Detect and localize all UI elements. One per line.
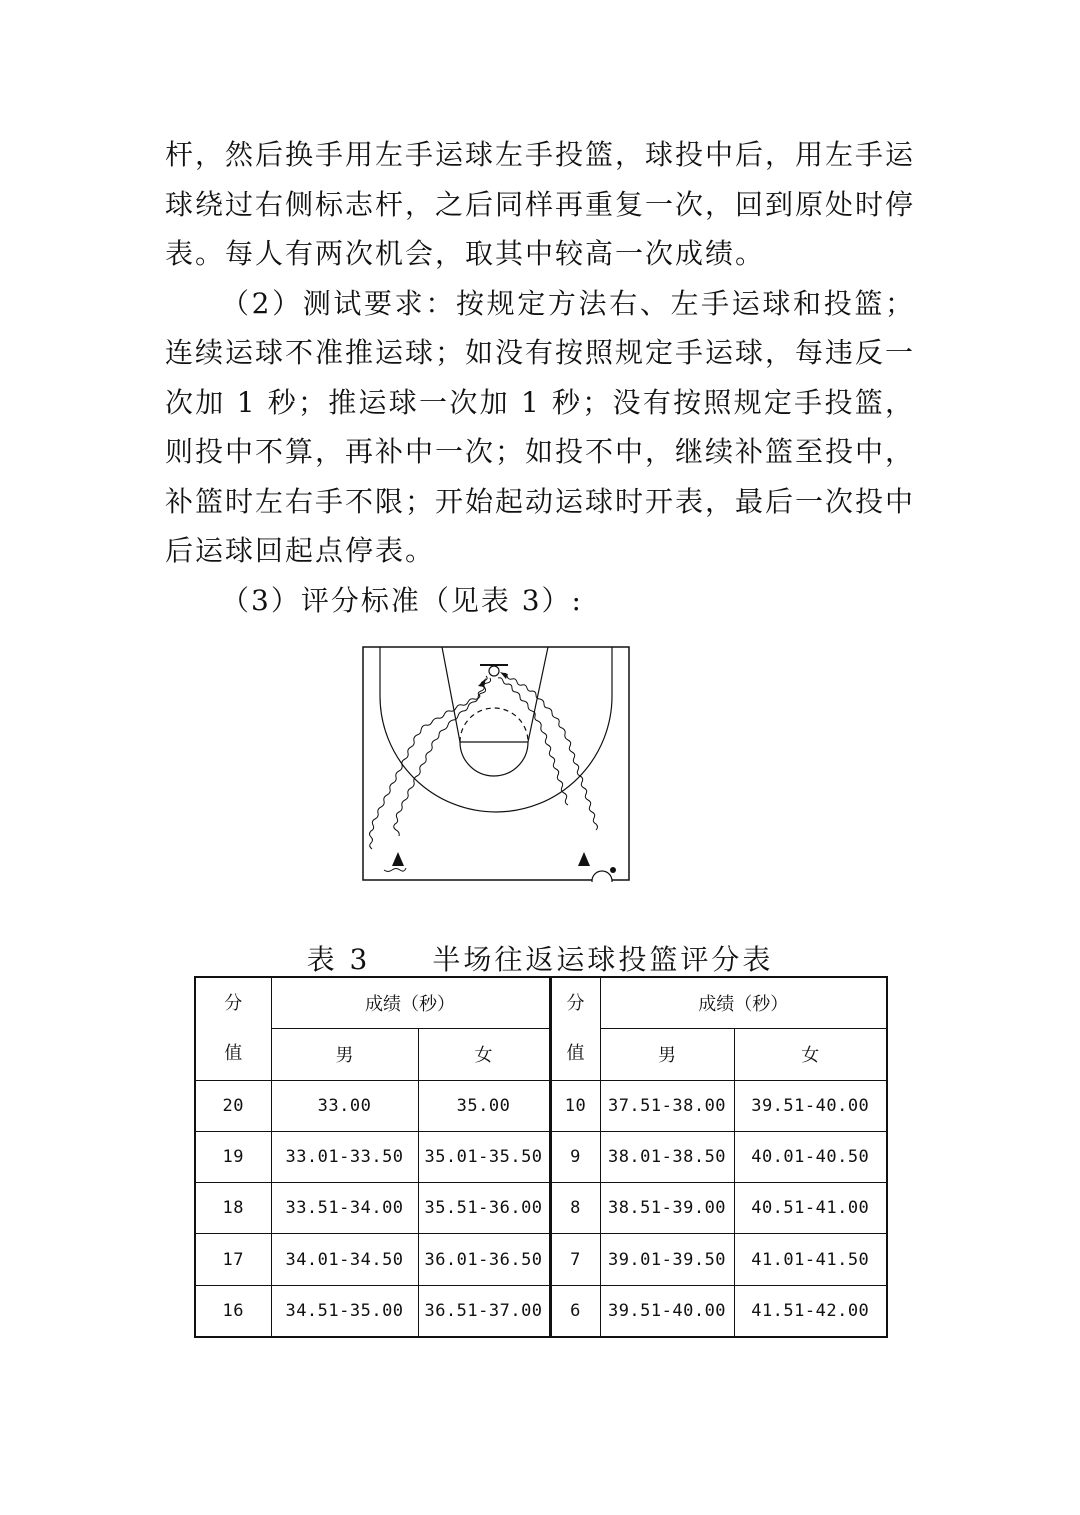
male-time-cell: 37.51-38.00: [600, 1080, 734, 1131]
dribble-path-left-bottom: [384, 868, 406, 872]
header-score-top: 分: [224, 992, 243, 1014]
dribble-path-left-outer: [370, 676, 488, 849]
score-cell: 19: [195, 1131, 271, 1182]
paragraph-continuation: 杆，然后换手用左手运球左手投篮，球投中后，用左手运球绕过右侧标志杆，之后同样再重复一次，回到原处时停表。每人有两次机会，取其中较高一次成绩。: [165, 138, 916, 270]
female-time-cell: 41.51-42.00: [734, 1285, 887, 1337]
score-cell: 8: [550, 1183, 600, 1234]
paragraph-scoring-standard: （3）评分标准（见表 3）:: [221, 583, 583, 617]
male-time-cell: 38.51-39.00: [600, 1183, 734, 1234]
score-cell: 16: [195, 1285, 271, 1337]
free-throw-circle: [460, 742, 528, 776]
header-female-right: 女: [734, 1029, 887, 1080]
start-position-circle: [592, 871, 612, 882]
male-time-cell: 39.51-40.00: [600, 1285, 734, 1337]
header-male-right: 男: [600, 1029, 734, 1080]
body-text: [165, 130, 915, 625]
header-score-cell-right: [550, 977, 600, 1080]
male-time-cell: 33.01-33.50: [271, 1131, 418, 1182]
marker-pole-right: [578, 852, 590, 866]
header-result-left: 成绩（秒）: [271, 977, 550, 1029]
header-score-bottom: 值: [224, 1042, 243, 1064]
male-time-cell: 34.51-35.00: [271, 1285, 418, 1337]
female-time-cell: 36.01-36.50: [418, 1234, 550, 1285]
header-male-left: 男: [271, 1029, 418, 1080]
male-time-cell: 39.01-39.50: [600, 1234, 734, 1285]
free-throw-circle-dashed: [460, 708, 528, 742]
female-time-cell: 39.51-40.00: [734, 1080, 887, 1131]
table-row: [195, 1234, 887, 1285]
dribble-path-left-inner: [394, 678, 491, 836]
male-time-cell: 33.51-34.00: [271, 1183, 418, 1234]
hoop: [489, 666, 499, 676]
female-time-cell: 40.01-40.50: [734, 1131, 887, 1182]
marker-pole-left: [392, 852, 404, 866]
header-female-left: 女: [418, 1029, 550, 1080]
male-time-cell: 38.01-38.50: [600, 1131, 734, 1182]
table-row: [195, 1131, 887, 1182]
female-time-cell: 35.01-35.50: [418, 1131, 550, 1182]
female-time-cell: 35.51-36.00: [418, 1183, 550, 1234]
male-time-cell: 33.00: [271, 1080, 418, 1131]
female-time-cell: 36.51-37.00: [418, 1285, 550, 1337]
female-time-cell: 35.00: [418, 1080, 550, 1131]
header-score-cell-left: [195, 977, 271, 1080]
female-time-cell: 40.51-41.00: [734, 1183, 887, 1234]
free-throw-lane: [442, 647, 548, 742]
table-header-row-2: [195, 1029, 887, 1080]
score-cell: 6: [550, 1285, 600, 1337]
table-row: [195, 1285, 887, 1337]
table-header-row-1: [195, 977, 887, 1029]
score-cell: 20: [195, 1080, 271, 1131]
header-score-top: 分: [566, 992, 585, 1014]
female-time-cell: 41.01-41.50: [734, 1234, 887, 1285]
arrow-head-left: [478, 678, 486, 687]
score-cell: 7: [550, 1234, 600, 1285]
table-row: [195, 1080, 887, 1131]
paragraph-test-requirements: （2）测试要求：按规定方法右、左手运球和投篮；连续运球不准推运球；如没有按照规定手运球，每违反一次加 1 秒；推运球一次加 1 秒；没有按照规定手投篮，则投中不算，再补中一次；如投不中，继续补篮至投中，补篮时左右手不限；开始起动运球时开表，最后一次投中后运球回起点停表。: [165, 286, 916, 567]
table-title: 表 3 半场往返运球投篮评分表: [306, 943, 774, 976]
header-score-bottom: 值: [566, 1042, 585, 1064]
three-point-arc: [380, 647, 612, 812]
score-cell: 10: [550, 1080, 600, 1131]
half-court-diagram: [362, 646, 630, 882]
table-row: [195, 1183, 887, 1234]
scoring-table: [194, 976, 888, 1338]
header-result-right: 成绩（秒）: [600, 977, 887, 1029]
ball-dot: [610, 867, 616, 873]
score-cell: 17: [195, 1234, 271, 1285]
male-time-cell: 34.01-34.50: [271, 1234, 418, 1285]
score-cell: 18: [195, 1183, 271, 1234]
score-cell: 9: [550, 1131, 600, 1182]
court-boundary: [363, 647, 629, 880]
